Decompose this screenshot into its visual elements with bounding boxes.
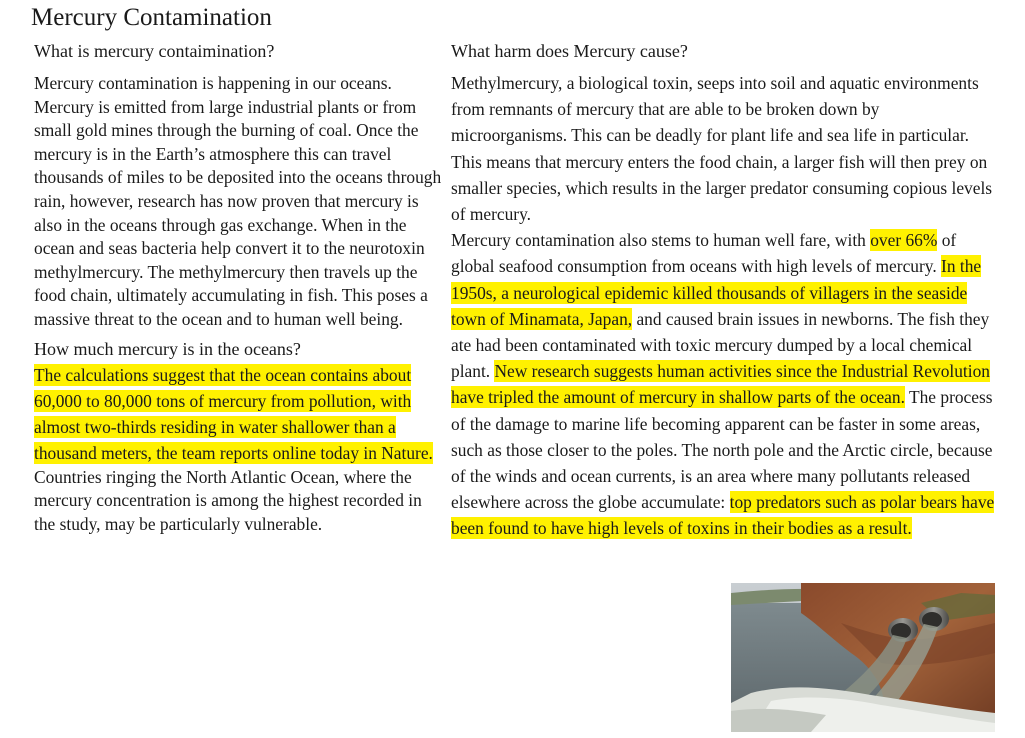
highlighted-text: over 66% [870, 230, 938, 251]
highlighted-text: New research suggests human activities since the Industrial Revolution have tripled the amount of mercury in shallow parts of the ocean. [451, 361, 990, 408]
paragraph-methylmercury: Methylmercury, a biological toxin, seeps into soil and aquatic environments from remnants of mercury that are able to be broken down by microorganisms. This can be deadly for plant life and sea life in particular. This means that mercury enters the food chain, a larger fish will then prey on smaller species, which results in the larger predator consuming copious levels of mercury. [451, 73, 993, 225]
text-segment: and caused brain issues in newborns. The fish they ate had been contaminated with toxic mercury dumped by a local chemical plant. [451, 308, 990, 382]
text-segment: of global seafood consumption from oceans with high levels of mercury. [451, 230, 957, 277]
section-heading-harm: What harm does Mercury cause? [451, 41, 688, 61]
text-segment: Mercury contamination also stems to human well fare, with [451, 230, 871, 251]
text-segment: The process of the damage to marine life becoming apparent can be faster in some areas, such as those closer to the poles. The north pole and the Arctic circle, because of the winds and ocean currents, is an area where many pollutants released elsewhere across the globe accumulate: [451, 387, 993, 513]
pollution-pipes-photo [731, 583, 995, 732]
highlighted-text: In the 1950s, a neurological epidemic killed thousands of villagers in the seaside town of Minamata, Japan, [451, 256, 982, 329]
page-title: Mercury Contamination [31, 4, 272, 31]
paragraph-human-welfare [451, 227, 996, 541]
highlighted-text: top predators such as polar bears have been found to have high levels of toxins in their bodies as a result. [451, 492, 995, 539]
paragraph-what-is: Mercury contamination is happening in our oceans. Mercury is emitted from large industrial plants or from small gold mines through the burning of coal. Once the mercury is in the Earth’s atmosphere this can travel thousands of miles to be deposited into the oceans through rain, however, research has now proven that mercury is also in the oceans through gas exchange. When in the ocean and seas bacteria help convert it to the neurotoxin methylmercury. The methylmercury then travels up the food chain, ultimately accumulating in fish. This poses a massive threat to the ocean and to human well being. [34, 73, 442, 329]
section-heading-what-is: What is mercury contaimination? [34, 41, 275, 61]
section-heading-how-much: How much mercury is in the oceans? [34, 338, 301, 359]
highlighted-text: The calculations suggest that the ocean contains about 60,000 to 80,000 tons of mercury from pollution, with almost two-thirds residing in water shallower than a thousand meters, the team reports online today in Nature. [34, 364, 433, 463]
left-column [34, 38, 444, 536]
right-column [451, 38, 996, 542]
paragraph-north-atlantic: Countries ringing the North Atlantic Ocean, where the mercury concentration is among the highest recorded in the study, may be particularly vulnerable. [34, 466, 422, 534]
paragraph-how-much [34, 362, 444, 466]
